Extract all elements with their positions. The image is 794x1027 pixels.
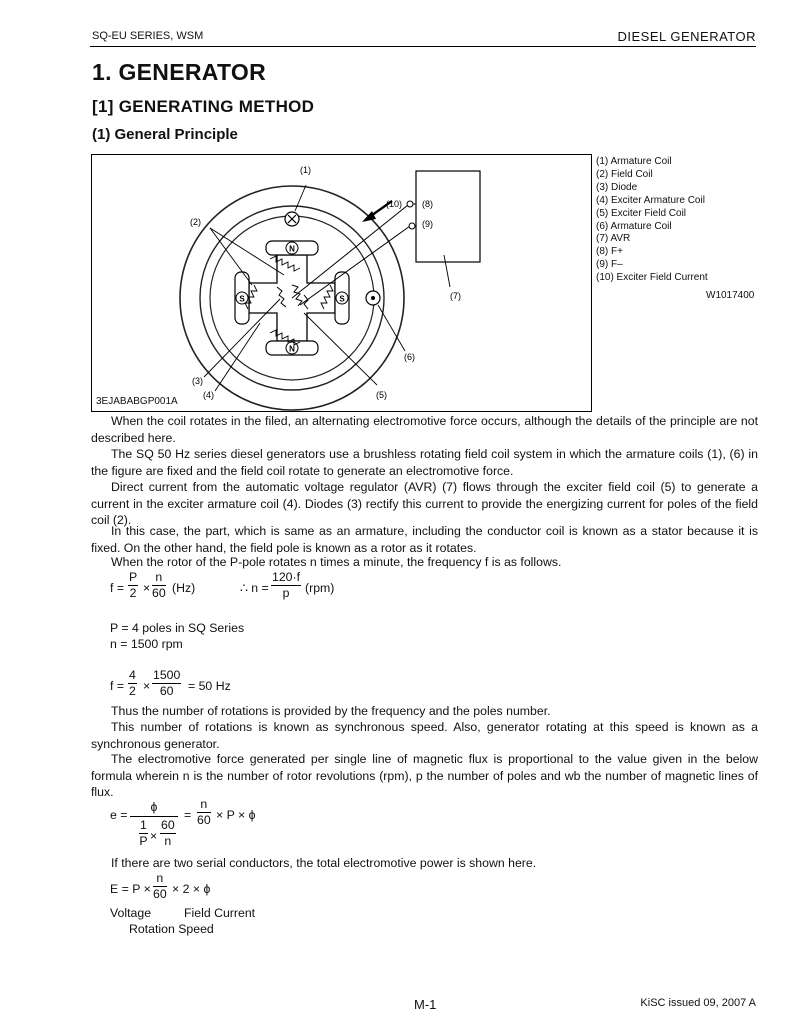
paragraph-8: The electromotive force generated per single line of magnetic flux is proportional to the value given in the below formula wherein n is the number of rotor revolutions (rpm), p the number of poles and wb the number of magnetic lines of flux. (91, 752, 758, 800)
fig-label-3: (3) (192, 376, 203, 386)
paragraph-7: This number of rotations is known as synchronous speed. Also, generator rotating at this speed is known as a synchronous generator. (91, 720, 758, 751)
paragraph-9: If there are two serial conductors, the total electromotive power is shown here. (111, 856, 537, 870)
given-rpm: n = 1500 rpm (110, 637, 183, 651)
legend-item: (1) Armature Coil (596, 156, 672, 167)
fig-label-4: (4) (203, 390, 214, 400)
fig-label-1: (1) (300, 165, 311, 175)
subsection-title: (1) General Principle (92, 126, 238, 143)
fig-label-2: (2) (190, 217, 201, 227)
header-series: SQ-EU SERIES, WSM (92, 30, 204, 42)
paragraph-1: When the coil rotates in the filed, an alternating electromotive force occurs, although the details of the principle are not described here. (91, 414, 758, 445)
fig-label-5: (5) (376, 390, 387, 400)
label-field-current: Field Current (184, 906, 256, 920)
legend-item: (9) F– (596, 259, 623, 271)
section-title: [1] GENERATING METHOD (92, 97, 315, 116)
page-number: M-1 (414, 997, 437, 1012)
legend-item: (7) AVR (596, 233, 631, 245)
generator-diagram (91, 154, 592, 412)
legend-item: (6) Armature Coil (596, 220, 672, 232)
legend-item: (8) F+ (596, 246, 623, 258)
fig-label-10: (10) (386, 199, 403, 209)
chapter-title: 1. GENERATOR (92, 59, 266, 85)
paragraph-2: The SQ 50 Hz series diesel generators use a brushless rotating field coil system in which the armature coils (1), (6) in the figure are fixed and the field coil rotate to generate an electromotive force. (91, 447, 758, 478)
header-title: DIESEL GENERATOR (617, 29, 756, 44)
given-poles: P = 4 poles in SQ Series (110, 621, 245, 635)
legend-item: (4) Exciter Armature Coil (596, 194, 705, 206)
fig-label-6: (6) (404, 352, 415, 362)
pole-north-top: N (289, 244, 295, 254)
header-rule (90, 46, 756, 47)
legend-item: (5) Exciter Field Coil (596, 207, 687, 219)
label-rotation-speed: Rotation Speed (129, 922, 214, 936)
pole-south-left: S (239, 294, 245, 304)
paragraph-3: Direct current from the automatic voltage regulator (AVR) (7) flows through the exciter field coil (5) to generate a current in the exciter armature coil (4). Diodes (3) rectify this current to provide the energizing current for poles of the field coil (2). (91, 480, 758, 528)
paragraph-6: Thus the number of rotations is provided by the frequency and the poles number. (111, 704, 551, 718)
legend-item: (2) Field Coil (596, 168, 653, 180)
issue-info: KiSC issued 09, 2007 A (640, 997, 756, 1009)
fig-label-9: (9) (422, 219, 433, 229)
label-voltage: Voltage (110, 906, 152, 920)
figure-code: 3EJABABGP001A (96, 396, 178, 407)
fig-label-8: (8) (422, 199, 433, 209)
legend-code: W1017400 (706, 290, 755, 301)
paragraph-4: In this case, the part, which is same as an armature, including the conductor coil is known as a stator because it is fixed. On the other hand, the field pole is known as a rotor as it rotates. (91, 524, 758, 555)
pole-south-right: S (339, 294, 345, 304)
paragraph-5: When the rotor of the P-pole rotates n times a minute, the frequency f is as follows. (111, 555, 562, 569)
avr-box (416, 171, 480, 262)
fig-label-7: (7) (450, 291, 461, 301)
figure-legend (596, 156, 708, 285)
pole-north-bottom: N (289, 344, 295, 354)
legend-item: (10) Exciter Field Current (596, 272, 708, 284)
legend-item: (3) Diode (596, 181, 638, 193)
